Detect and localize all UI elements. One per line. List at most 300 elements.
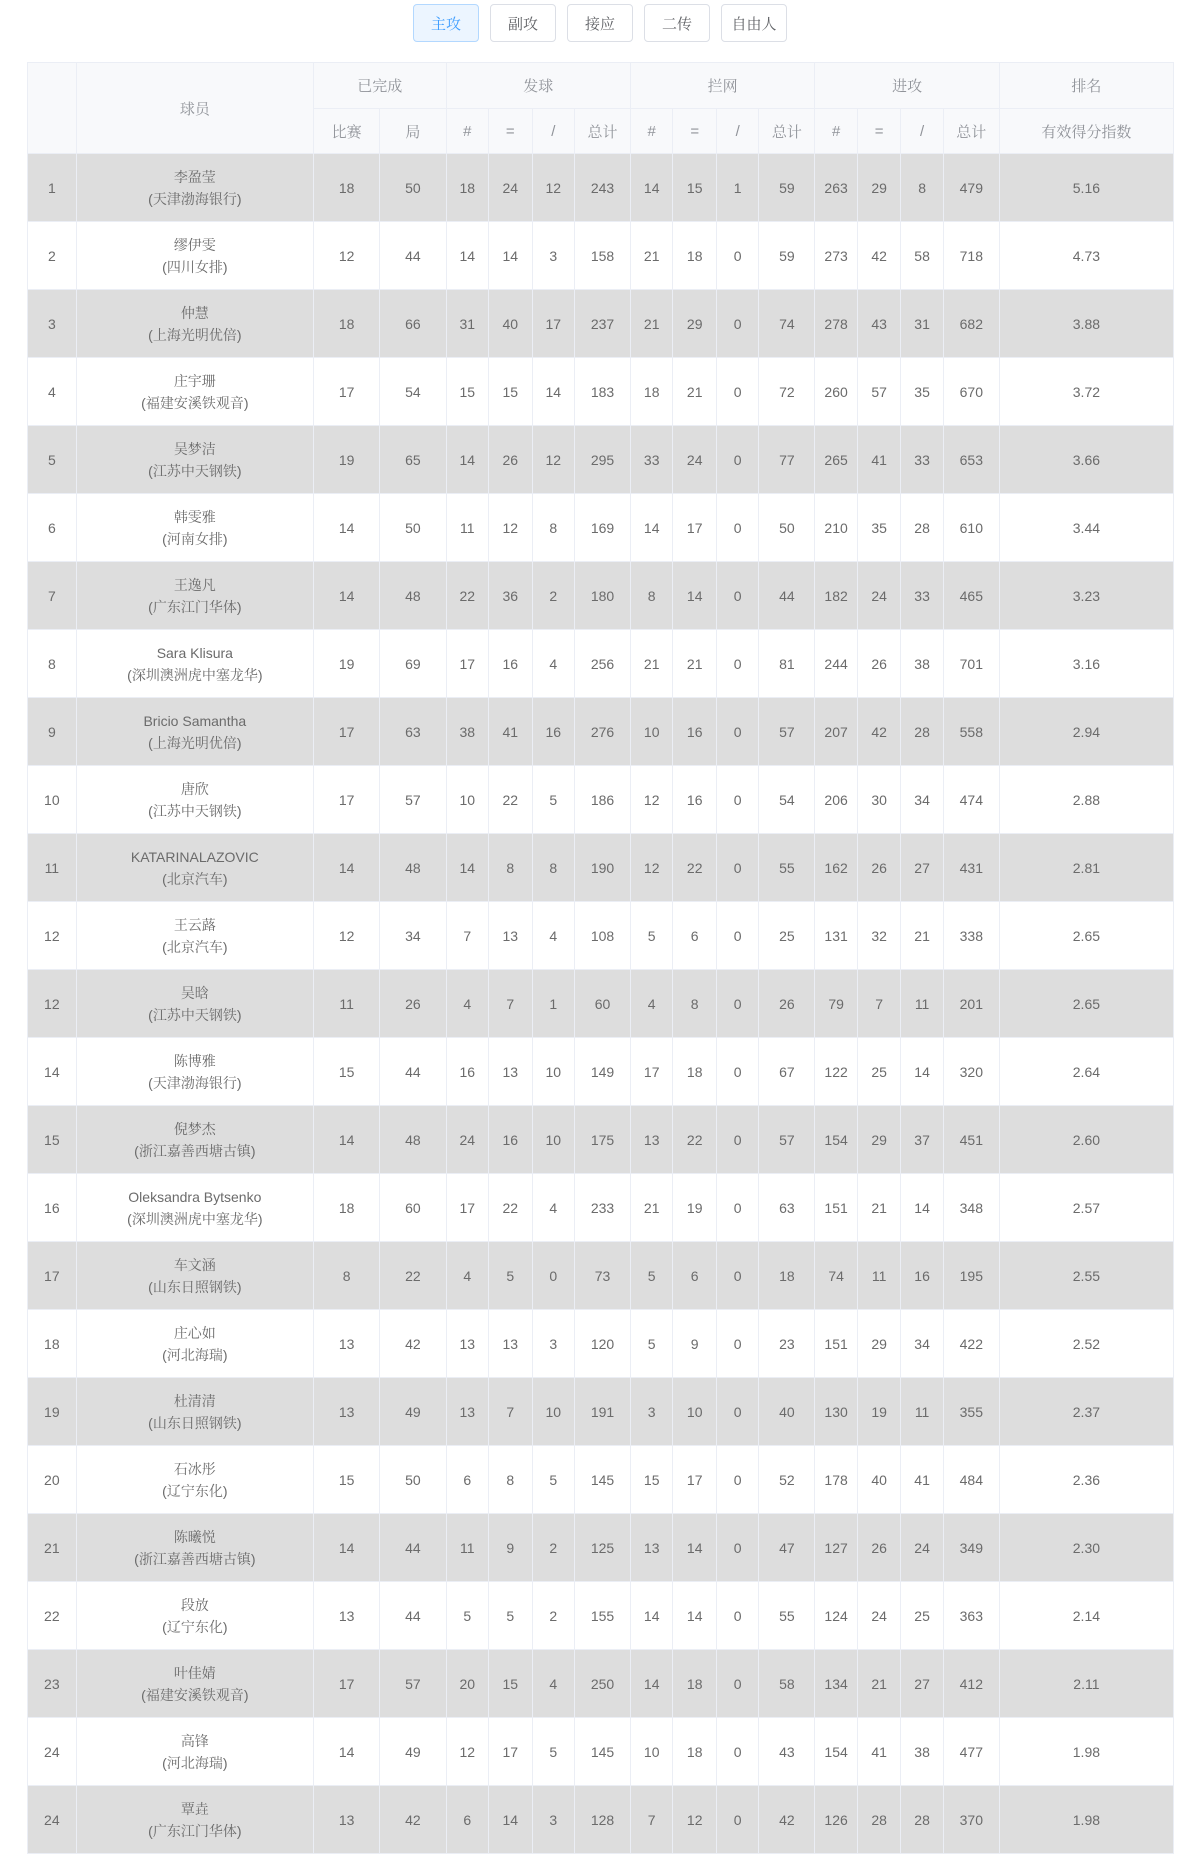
player-team: (天津渤海银行) [148,190,242,207]
cell-rank: 4 [28,358,77,426]
cell-effective-score-index: 2.14 [999,1582,1173,1650]
table-row [28,1174,1174,1242]
cell-block-total: 40 [759,1378,815,1446]
cell-effective-score-index: 2.30 [999,1514,1173,1582]
cell-attack-point: 265 [815,426,857,494]
cell-rank: 24 [28,1786,77,1854]
cell-effective-score-index: 2.57 [999,1174,1173,1242]
cell-serve-point: 11 [446,1514,488,1582]
cell-attack-neutral: 29 [857,1106,901,1174]
player-name: Bricio Samantha [143,712,247,729]
cell-attack-point: 263 [815,154,857,222]
cell-block-neutral: 14 [673,562,717,630]
cell-block-neutral: 6 [673,902,717,970]
cell-attack-error: 38 [901,630,943,698]
cell-serve-error: 1 [532,970,574,1038]
cell-block-error: 0 [716,1174,758,1242]
cell-attack-neutral: 7 [857,970,901,1038]
cell-attack-neutral: 26 [857,630,901,698]
cell-block-error: 0 [716,902,758,970]
table-row [28,1038,1174,1106]
cell-serve-total: 175 [575,1106,631,1174]
cell-sets: 48 [380,834,446,902]
cell-effective-score-index: 2.88 [999,766,1173,834]
position-tabs [0,4,1200,44]
cell-player [76,1378,313,1446]
cell-rank: 11 [28,834,77,902]
player-name: 覃垚 [180,1800,209,1817]
cell-serve-error: 4 [532,1174,574,1242]
cell-serve-total: 190 [575,834,631,902]
cell-player [76,1786,313,1854]
player-team: (山东日照钢铁) [148,1414,242,1431]
table-header [28,63,1174,154]
cell-serve-neutral: 24 [489,154,533,222]
cell-serve-point: 14 [446,222,488,290]
table-row [28,970,1174,1038]
cell-attack-neutral: 28 [857,1786,901,1854]
table-row [28,494,1174,562]
cell-block-error: 0 [716,1378,758,1446]
cell-serve-neutral: 13 [489,1038,533,1106]
player-team: (广东江门华体) [148,598,242,615]
cell-player [76,494,313,562]
cell-serve-total: 145 [575,1718,631,1786]
cell-attack-error: 27 [901,834,943,902]
table-row [28,1242,1174,1310]
cell-block-neutral: 18 [673,1718,717,1786]
cell-rank: 7 [28,562,77,630]
player-name: 王云蕗 [173,916,216,933]
cell-block-neutral: 29 [673,290,717,358]
cell-effective-score-index: 3.16 [999,630,1173,698]
cell-rank: 3 [28,290,77,358]
cell-player [76,222,313,290]
cell-attack-total: 477 [943,1718,999,1786]
cell-attack-total: 701 [943,630,999,698]
cell-player [76,426,313,494]
cell-attack-point: 151 [815,1310,857,1378]
cell-effective-score-index: 3.88 [999,290,1173,358]
cell-serve-error: 10 [532,1038,574,1106]
header-block: 拦网 [630,63,814,109]
cell-matches: 19 [313,630,379,698]
cell-player [76,698,313,766]
cell-block-neutral: 18 [673,222,717,290]
cell-block-total: 18 [759,1242,815,1310]
player-name: 缪伊雯 [173,236,216,253]
cell-serve-neutral: 5 [489,1242,533,1310]
cell-attack-total: 355 [943,1378,999,1446]
cell-attack-total: 348 [943,1174,999,1242]
cell-sets: 44 [380,1514,446,1582]
cell-block-point: 5 [630,902,672,970]
player-name: Sara Klisura [156,644,233,661]
cell-block-point: 14 [630,1650,672,1718]
cell-rank: 24 [28,1718,77,1786]
cell-effective-score-index: 2.52 [999,1310,1173,1378]
cell-matches: 13 [313,1310,379,1378]
cell-block-neutral: 21 [673,630,717,698]
cell-block-total: 44 [759,562,815,630]
cell-attack-total: 484 [943,1446,999,1514]
cell-sets: 42 [380,1310,446,1378]
subheader-attack-neutral: = [857,109,901,154]
cell-sets: 44 [380,1038,446,1106]
player-name: 倪梦杰 [173,1120,216,1137]
cell-serve-total: 73 [575,1242,631,1310]
tab-main-attacker[interactable]: 主攻 [413,4,479,42]
cell-serve-point: 18 [446,154,488,222]
cell-block-total: 74 [759,290,815,358]
player-team: (四川女排) [162,258,228,275]
cell-attack-error: 14 [901,1038,943,1106]
player-team: (浙江嘉善西塘古镇) [134,1142,256,1159]
cell-sets: 42 [380,1786,446,1854]
cell-attack-point: 130 [815,1378,857,1446]
cell-attack-total: 412 [943,1650,999,1718]
cell-block-neutral: 17 [673,494,717,562]
cell-block-point: 21 [630,222,672,290]
cell-attack-neutral: 30 [857,766,901,834]
player-name: 韩雯雅 [173,508,216,525]
cell-serve-total: 169 [575,494,631,562]
cell-block-neutral: 24 [673,426,717,494]
cell-block-total: 63 [759,1174,815,1242]
cell-rank: 15 [28,1106,77,1174]
cell-block-point: 10 [630,1718,672,1786]
cell-rank: 8 [28,630,77,698]
cell-attack-total: 349 [943,1514,999,1582]
cell-attack-error: 41 [901,1446,943,1514]
cell-serve-neutral: 8 [489,1446,533,1514]
cell-serve-neutral: 14 [489,1786,533,1854]
player-name: 庄宇珊 [173,372,216,389]
cell-effective-score-index: 2.60 [999,1106,1173,1174]
player-name: 唐欣 [180,780,209,797]
cell-block-point: 13 [630,1514,672,1582]
cell-matches: 19 [313,426,379,494]
cell-attack-total: 195 [943,1242,999,1310]
player-team: (福建安溪铁观音) [141,1686,249,1703]
cell-attack-total: 370 [943,1786,999,1854]
table-row [28,426,1174,494]
cell-serve-error: 2 [532,1582,574,1650]
cell-serve-neutral: 40 [489,290,533,358]
cell-attack-error: 38 [901,1718,943,1786]
cell-serve-point: 6 [446,1446,488,1514]
cell-effective-score-index: 2.37 [999,1378,1173,1446]
cell-serve-total: 243 [575,154,631,222]
player-name: 车文涵 [173,1256,216,1273]
cell-block-total: 72 [759,358,815,426]
cell-player [76,834,313,902]
player-name: 吴梦洁 [173,440,216,457]
cell-matches: 15 [313,1446,379,1514]
cell-player [76,1514,313,1582]
cell-rank: 23 [28,1650,77,1718]
table-row [28,154,1174,222]
cell-serve-neutral: 36 [489,562,533,630]
cell-serve-point: 10 [446,766,488,834]
tab-opposite[interactable]: 接应 [567,4,633,42]
tab-setter[interactable]: 二传 [644,4,710,42]
cell-attack-error: 34 [901,1310,943,1378]
cell-block-error: 0 [716,1310,758,1378]
cell-attack-total: 610 [943,494,999,562]
player-name: Oleksandra Bytsenko [128,1188,262,1205]
cell-block-error: 0 [716,834,758,902]
cell-serve-error: 5 [532,766,574,834]
cell-serve-error: 8 [532,494,574,562]
cell-serve-total: 256 [575,630,631,698]
cell-serve-point: 20 [446,1650,488,1718]
cell-attack-neutral: 40 [857,1446,901,1514]
cell-serve-error: 3 [532,1786,574,1854]
table-row [28,630,1174,698]
cell-serve-total: 186 [575,766,631,834]
cell-attack-point: 122 [815,1038,857,1106]
player-name: 段放 [180,1596,209,1613]
cell-attack-error: 28 [901,494,943,562]
cell-player [76,562,313,630]
cell-block-neutral: 21 [673,358,717,426]
cell-attack-neutral: 29 [857,1310,901,1378]
cell-attack-neutral: 24 [857,1582,901,1650]
cell-matches: 15 [313,1038,379,1106]
cell-serve-error: 3 [532,222,574,290]
cell-serve-neutral: 16 [489,1106,533,1174]
cell-attack-neutral: 11 [857,1242,901,1310]
cell-block-error: 0 [716,970,758,1038]
cell-serve-error: 16 [532,698,574,766]
cell-attack-point: 74 [815,1242,857,1310]
cell-attack-point: 134 [815,1650,857,1718]
cell-matches: 17 [313,358,379,426]
cell-serve-error: 4 [532,630,574,698]
cell-block-point: 5 [630,1310,672,1378]
cell-block-point: 15 [630,1446,672,1514]
cell-block-error: 0 [716,766,758,834]
player-team: (广东江门华体) [148,1822,242,1839]
cell-rank: 21 [28,1514,77,1582]
cell-block-total: 26 [759,970,815,1038]
cell-effective-score-index: 1.98 [999,1786,1173,1854]
cell-serve-point: 4 [446,1242,488,1310]
cell-attack-error: 11 [901,970,943,1038]
tab-middle-blocker[interactable]: 副攻 [490,4,556,42]
cell-block-total: 52 [759,1446,815,1514]
cell-player [76,630,313,698]
cell-block-total: 50 [759,494,815,562]
cell-attack-point: 154 [815,1718,857,1786]
cell-block-total: 23 [759,1310,815,1378]
cell-serve-point: 17 [446,630,488,698]
cell-block-total: 47 [759,1514,815,1582]
cell-serve-point: 13 [446,1310,488,1378]
cell-attack-point: 154 [815,1106,857,1174]
cell-block-error: 0 [716,562,758,630]
cell-attack-point: 126 [815,1786,857,1854]
cell-block-neutral: 17 [673,1446,717,1514]
table-row [28,1310,1174,1378]
table-row [28,358,1174,426]
subheader-block-neutral: = [673,109,717,154]
cell-matches: 18 [313,1174,379,1242]
subheader-serve-total: 总计 [575,109,631,154]
cell-attack-error: 35 [901,358,943,426]
cell-attack-point: 79 [815,970,857,1038]
subheader-attack-total: 总计 [943,109,999,154]
cell-matches: 12 [313,222,379,290]
cell-matches: 17 [313,766,379,834]
subheader-sets: 局 [380,109,446,154]
cell-player [76,1718,313,1786]
cell-attack-point: 278 [815,290,857,358]
cell-attack-neutral: 42 [857,222,901,290]
cell-block-error: 0 [716,1786,758,1854]
cell-attack-neutral: 57 [857,358,901,426]
cell-matches: 13 [313,1582,379,1650]
cell-matches: 14 [313,834,379,902]
player-team: (辽宁东化) [162,1618,228,1635]
cell-block-error: 0 [716,290,758,358]
header-serve: 发球 [446,63,630,109]
cell-attack-point: 124 [815,1582,857,1650]
cell-attack-point: 273 [815,222,857,290]
cell-player [76,766,313,834]
table-row [28,290,1174,358]
cell-attack-point: 131 [815,902,857,970]
cell-player [76,154,313,222]
cell-serve-neutral: 22 [489,1174,533,1242]
table-row [28,902,1174,970]
cell-player [76,290,313,358]
cell-effective-score-index: 5.16 [999,154,1173,222]
player-name: 庄心如 [173,1324,216,1341]
cell-attack-total: 465 [943,562,999,630]
cell-block-error: 1 [716,154,758,222]
player-name: 吴晗 [180,984,209,1001]
cell-rank: 18 [28,1310,77,1378]
stats-table-container [27,62,1174,1854]
cell-block-total: 54 [759,766,815,834]
subheader-block-point: # [630,109,672,154]
cell-attack-total: 320 [943,1038,999,1106]
cell-attack-error: 58 [901,222,943,290]
cell-serve-total: 60 [575,970,631,1038]
cell-serve-point: 17 [446,1174,488,1242]
cell-serve-neutral: 12 [489,494,533,562]
cell-serve-total: 155 [575,1582,631,1650]
subheader-attack-error: / [901,109,943,154]
cell-attack-neutral: 29 [857,154,901,222]
cell-serve-neutral: 7 [489,1378,533,1446]
cell-serve-total: 120 [575,1310,631,1378]
subheader-matches: 比赛 [313,109,379,154]
cell-serve-error: 4 [532,1650,574,1718]
player-team: (浙江嘉善西塘古镇) [134,1550,256,1567]
cell-serve-point: 4 [446,970,488,1038]
cell-serve-point: 7 [446,902,488,970]
cell-attack-error: 16 [901,1242,943,1310]
cell-block-neutral: 14 [673,1582,717,1650]
cell-block-point: 17 [630,1038,672,1106]
cell-serve-error: 3 [532,1310,574,1378]
cell-sets: 60 [380,1174,446,1242]
cell-serve-total: 125 [575,1514,631,1582]
cell-effective-score-index: 2.65 [999,970,1173,1038]
player-name: 仲慧 [180,304,209,321]
cell-player [76,1106,313,1174]
cell-effective-score-index: 3.66 [999,426,1173,494]
cell-block-neutral: 12 [673,1786,717,1854]
cell-attack-point: 178 [815,1446,857,1514]
cell-block-total: 81 [759,630,815,698]
cell-block-point: 33 [630,426,672,494]
cell-attack-neutral: 35 [857,494,901,562]
cell-serve-neutral: 17 [489,1718,533,1786]
cell-attack-point: 244 [815,630,857,698]
cell-sets: 34 [380,902,446,970]
cell-player [76,1650,313,1718]
cell-attack-error: 25 [901,1582,943,1650]
cell-rank: 19 [28,1378,77,1446]
cell-serve-point: 24 [446,1106,488,1174]
cell-block-point: 21 [630,290,672,358]
player-team: (河南女排) [162,530,228,547]
cell-attack-error: 24 [901,1514,943,1582]
cell-matches: 14 [313,1718,379,1786]
cell-block-point: 7 [630,1786,672,1854]
cell-block-total: 57 [759,698,815,766]
cell-sets: 54 [380,358,446,426]
cell-block-point: 14 [630,494,672,562]
cell-block-error: 0 [716,426,758,494]
player-name: KATARINALAZOVIC [130,848,259,865]
cell-serve-total: 128 [575,1786,631,1854]
cell-serve-error: 5 [532,1718,574,1786]
cell-attack-neutral: 41 [857,1718,901,1786]
tab-libero[interactable]: 自由人 [721,4,787,42]
cell-attack-total: 718 [943,222,999,290]
cell-block-neutral: 19 [673,1174,717,1242]
cell-attack-neutral: 21 [857,1650,901,1718]
table-row [28,698,1174,766]
cell-block-error: 0 [716,630,758,698]
cell-attack-error: 11 [901,1378,943,1446]
cell-effective-score-index: 2.65 [999,902,1173,970]
cell-rank: 12 [28,970,77,1038]
cell-block-point: 4 [630,970,672,1038]
cell-attack-neutral: 21 [857,1174,901,1242]
cell-block-error: 0 [716,1514,758,1582]
cell-attack-error: 28 [901,1786,943,1854]
cell-serve-neutral: 15 [489,1650,533,1718]
cell-block-neutral: 9 [673,1310,717,1378]
cell-serve-total: 276 [575,698,631,766]
player-team: (江苏中天钢铁) [148,462,242,479]
cell-rank: 12 [28,902,77,970]
cell-attack-point: 162 [815,834,857,902]
cell-attack-point: 127 [815,1514,857,1582]
player-team: (江苏中天钢铁) [148,802,242,819]
header-rank: 排名 [999,63,1173,109]
cell-sets: 48 [380,562,446,630]
cell-serve-total: 158 [575,222,631,290]
cell-attack-neutral: 26 [857,834,901,902]
table-row [28,1378,1174,1446]
